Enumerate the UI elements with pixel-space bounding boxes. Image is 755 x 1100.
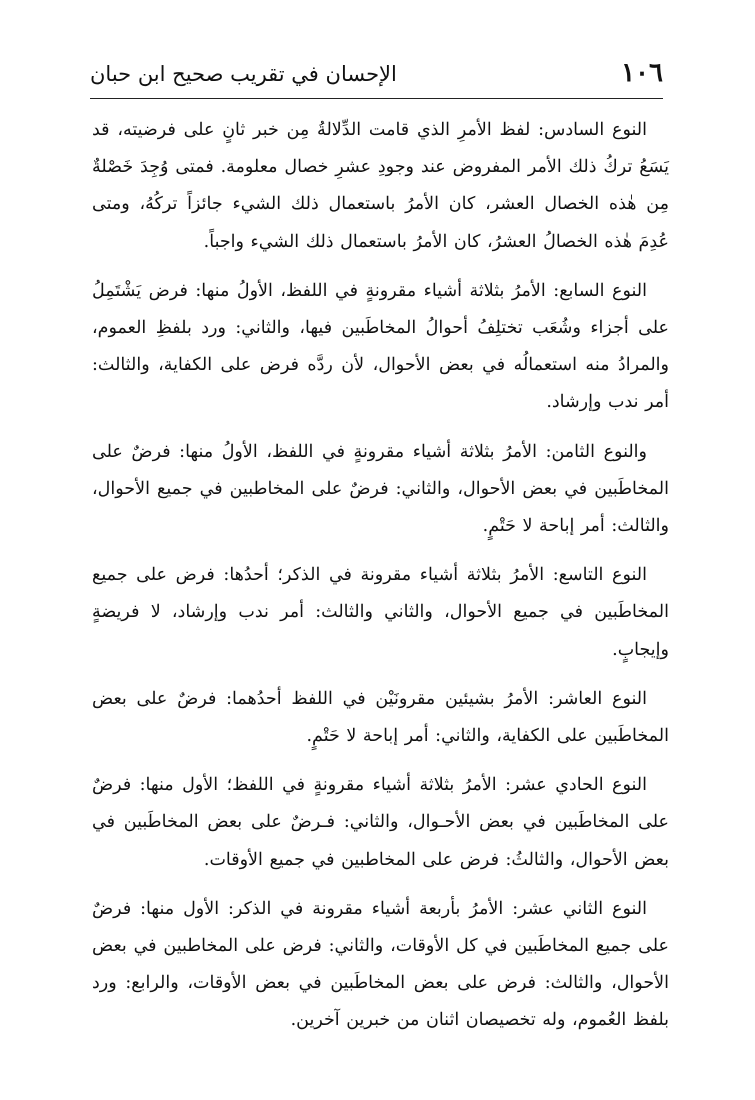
paragraph-type-12: النوع الثاني عشر: الأمرُ بأربعة أشياء مقرونة في الذكر: الأول منها: فرضٌ على جميع المخاطَبين في كل الأوقات، والثاني: فرض على المخاطبين في بعض الأحوال، والثالث: فرض على بعض المخاطَبين في بعض الأوقات، والرابع: ورد بلفظ العُموم، وله تخصيصان اثنان من خبرين آخرين.	[92, 898, 669, 1031]
paragraph-type-9: النوع التاسع: الأمرُ بثلاثة أشياء مقرونة في الذكر؛ أحدُها: فرض على جميع المخاطَبين في جميع الأحوال، والثاني والثالث: أمر ندب وإرشاد، لا فريضةٍ وإيجابٍ.	[92, 565, 669, 660]
page-number: ١٠٦	[621, 58, 663, 88]
paragraph-type-10: النوع العاشر: الأمرُ بشيئين مقرونَيْن في اللفظ أحدُهما: فرضٌ على بعض المخاطَبين على الكفاية، والثاني: أمر إباحة لا حَتْمٍ.	[92, 688, 669, 747]
header-divider	[90, 98, 663, 99]
page-header	[90, 52, 663, 96]
body-text	[92, 112, 669, 1040]
paragraph-type-6: النوع السادس: لفظ الأمرِ الذي قامت الدِّلالةُ مِن خبر ثانٍ على فرضيته، قد يَسَعُ تركُ ذلك الأمر المفروض عند وجودِ عشرِ خصال معلومة. فمتى وُجِدَ خَصْلةٌ مِن هٰذه الخصال العشر، كان الأمرُ باستعمال ذلك الشيء جائزاً تركُهُ، ومتى عُدِمَ هٰذه الخصالُ العشرُ، كان الأمرُ باستعمال ذلك الشيء واجباً.	[92, 120, 669, 252]
paragraph-type-11: النوع الحادي عشر: الأمرُ بثلاثة أشياء مقرونةٍ في اللفظ؛ الأول منها: فرضٌ على المخاطَبين في بعض الأحـوال، والثاني: فـرضٌ على بعض المخاطَبين في بعض الأحوال، والثالثُ: فرض على المخاطبين في جميع الأوقات.	[92, 775, 669, 870]
paragraph-type-7: النوع السابع: الأمرُ بثلاثة أشياء مقرونةٍ في اللفظ، الأولُ منها: فرض يَشْتَمِلُ على أجزاء وشُعَب تختلِفُ أحوالُ المخاطَبين فيها، والثاني: ورد بلفظِ العموم، والمرادُ منه استعمالُه في بعض الأحوال، لأن ردَّه فرض على الكفاية، والثالث: أمر ندب وإرشاد.	[92, 280, 669, 413]
paragraph-type-8: والنوع الثامن: الأمرُ بثلاثة أشياء مقرونةٍ في اللفظ، الأولُ منها: فرضٌ على المخاطَبين في بعض الأحوال، والثاني: فرضٌ على المخاطبين في جميع الأحوال، والثالث: أمر إباحة لا حَتْمٍ.	[92, 441, 669, 537]
running-title: الإحسان في تقريب صحيح ابن حبان	[90, 62, 397, 86]
